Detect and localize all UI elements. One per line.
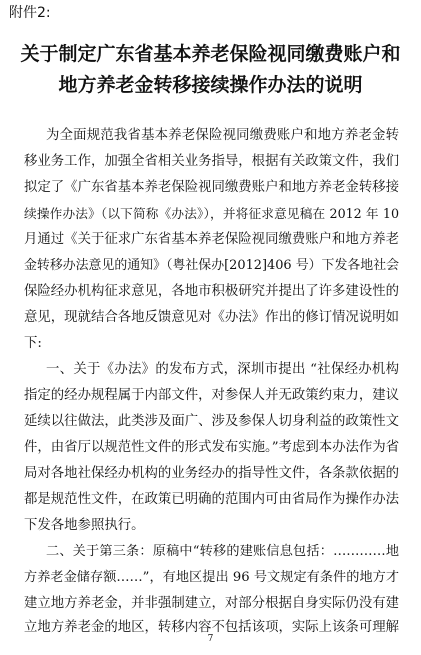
- paragraph-1-line-3: 拟定了《广东省基本养老保险视同缴费账户和地方养老金转移接: [24, 180, 399, 195]
- paragraph-3-line-2: 方养老金储存额……”，有地区提出 96 号文规定有条件的地方才: [24, 570, 399, 585]
- paragraph-2-line-5: 局对各地社保经办机构的业务经办的指导性文件，各条款依据的: [24, 466, 399, 481]
- paragraph-1-line-7: 保险经办机构征求意见，各地市积极研究并提出了许多建设性的: [24, 284, 399, 299]
- paragraph-2-line-6: 都是规范性文件，在政策已明确的范围内可由省局作为操作办法: [24, 492, 399, 507]
- paragraph-3-line-1: 二、关于第三条：原稿中“转移的建账信息包括：…………地: [46, 544, 399, 559]
- paragraph-1-line-8: 意见，现就结合各地反馈意见对《办法》作出的修订情况说明如: [24, 310, 399, 325]
- paragraph-1-line-2: 移业务工作，加强全省相关业务指导，根据有关政策文件，我们: [24, 154, 399, 169]
- paragraph-2-line-7: 下发各地参照执行。: [24, 518, 145, 533]
- paragraph-1-line-4: 续操作办法》（以下简称《办法》），并将征求意见稿在 2012 年 10: [24, 206, 399, 221]
- paragraph-1-line-5: 月通过《关于征求广东省基本养老保险视同缴费账户和地方养老: [24, 232, 399, 247]
- paragraph-1-line-6: 金转移办法意见的通知》（粤社保办[2012]406 号）下发各地社会: [24, 258, 399, 273]
- paragraph-2-line-1: 一、关于《办法》的发布方式，深圳市提出 “社保经办机构: [46, 362, 399, 377]
- document-title-line-2: 地方养老金转移接续操作办法的说明: [58, 74, 363, 96]
- paragraph-3-line-3: 建立地方养老金，并非强制建立，对部分根据自身实际仍没有建: [24, 596, 399, 611]
- document-title-line-1: 关于制定广东省基本养老保险视同缴费账户和: [20, 43, 401, 65]
- page-number: 7: [207, 634, 214, 644]
- attachment-label: 附件2:: [9, 5, 51, 21]
- paragraph-1-line-9: 下:: [24, 336, 42, 351]
- paragraph-2-line-2: 指定的经办规程属于内部文件，对参保人并无政策约束力，建议: [24, 388, 399, 403]
- paragraph-3-line-4: 立地方养老金的地区，转移内容不包括该项，实际上该条可理解: [24, 620, 399, 635]
- paragraph-2-line-3: 延续以往做法，此类涉及面广、涉及参保人切身利益的政策性文: [24, 414, 399, 429]
- paragraph-2-line-4: 件，由省厅以规范性文件的形式发布实施。”考虑到本办法作为省: [24, 440, 399, 455]
- paragraph-1-line-1: 为全面规范我省基本养老保险视同缴费账户和地方养老金转: [46, 128, 399, 143]
